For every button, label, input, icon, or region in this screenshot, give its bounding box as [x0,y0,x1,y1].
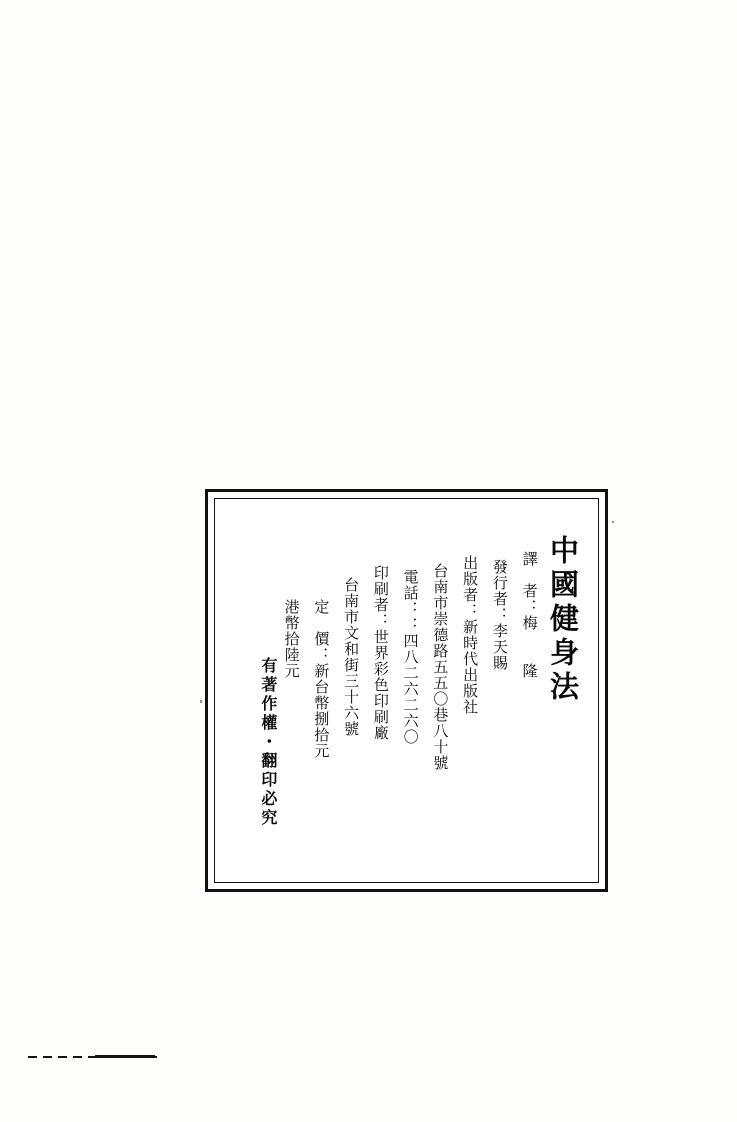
colophon-entry-phone: 電話：：四八二六二六〇 [401,569,420,745]
colophon-entry-printer-address: 台南市文和街三十六號 [342,577,361,737]
colophon-entry-publisher-person: 發行者：李天賜 [490,559,509,671]
colophon-entry-translator: 譯 者：梅 隆 [520,551,539,679]
colophon-entry-price-hkd: 港幣拾陸元 [282,599,301,679]
scan-artifact-solid-rule [95,1055,155,1058]
scan-speck [612,521,614,523]
scan-speck [200,700,202,703]
colophon-entry-publisher-address: 台南市崇德路五五〇巷八十號 [431,563,450,771]
colophon-inner-border [214,498,599,883]
colophon-entry-printer: 印刷者：世界彩色印刷廠 [371,565,390,741]
book-title: 中國健身法 [546,535,580,705]
copyright-notice: 有著作權・翻印必究 [258,657,278,828]
colophon-entry-publisher: 出版者：新時代出版社 [461,555,480,715]
colophon-box [205,489,608,892]
vertical-column-group [225,507,588,874]
colophon-entry-price-ntd: 定 價：新台幣捌拾元 [312,599,331,759]
